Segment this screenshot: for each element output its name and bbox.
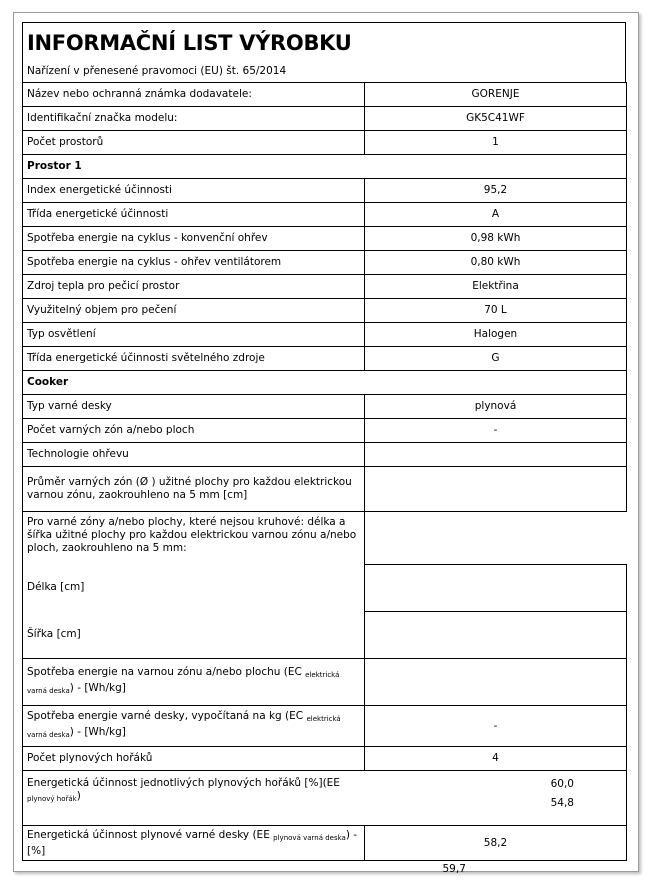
- title-box: [22, 22, 626, 61]
- row-value: plynová: [365, 395, 627, 419]
- row-value: 0,98 kWh: [365, 227, 627, 251]
- row-value: GK5C41WF: [365, 107, 627, 131]
- row-label: Počet varných zón a/nebo ploch: [23, 419, 365, 443]
- label-main: Energetická účinnost plynové varné desky (EE: [27, 828, 270, 841]
- row-label: Index energetické účinnosti: [23, 179, 365, 203]
- label-subscript: elektrická varná deska: [27, 715, 341, 739]
- row-label: Zdroj tepla pro pečicí prostor: [23, 275, 365, 299]
- row-value: 4: [365, 747, 627, 771]
- section-row: [23, 155, 627, 179]
- row-label: Spotřeba energie na cyklus - konvenční ohřev: [23, 227, 365, 251]
- table-row: [23, 107, 627, 131]
- table-row: [23, 706, 627, 747]
- table-row: [23, 826, 627, 861]
- table-row: [23, 83, 627, 107]
- row-value: A: [365, 203, 627, 227]
- row-value: Elektřina: [365, 275, 627, 299]
- burner-efficiency-3: 54,8: [550, 797, 574, 809]
- row-label: Identifikační značka modelu:: [23, 107, 365, 131]
- table-row: [23, 564, 627, 611]
- table-row: [23, 227, 627, 251]
- row-label: Třída energetické účinnosti světelného zdroje: [23, 347, 365, 371]
- section-heading: Cooker: [23, 371, 627, 395]
- table-row: [23, 275, 627, 299]
- table-row: [23, 512, 627, 565]
- row-spacer: [365, 512, 627, 565]
- row-label: Název nebo ochranná známka dodavatele:: [23, 83, 365, 107]
- label-subscript: plynový hořák: [27, 795, 77, 803]
- table-row: [23, 131, 627, 155]
- label-main: Spotřeba energie na varnou zónu a/nebo plochu (EC: [27, 666, 302, 678]
- row-label: Průměr varných zón (Ø ) užitné plochy pro každou elektrickou varnou zónu, zaokrouhleno na 5 mm [cm]: [23, 467, 365, 512]
- table-row: [23, 467, 627, 512]
- row-value: 70 L: [365, 299, 627, 323]
- label-tail: ) - [%]: [27, 828, 358, 857]
- row-value: [365, 564, 627, 611]
- row-label: Počet prostorů: [23, 131, 365, 155]
- label-tail: ) - [Wh/kg]: [69, 682, 126, 694]
- row-value: [365, 467, 627, 512]
- row-value: -: [365, 706, 627, 747]
- row-label: Třída energetické účinnosti: [23, 203, 365, 227]
- row-value: 0,80 kWh: [365, 251, 627, 275]
- row-value: G: [365, 347, 627, 371]
- row-label: [23, 706, 365, 747]
- label-subscript: elektrická varná deska: [27, 671, 340, 695]
- regulation-box: [22, 60, 626, 82]
- row-label: [23, 826, 365, 861]
- label-tail: ): [76, 790, 81, 802]
- row-label: Využitelný objem pro pečení: [23, 299, 365, 323]
- row-value: GORENJE: [365, 83, 627, 107]
- regulation-text: Nařízení v přenesené pravomoci (EU) št. 65/2014: [27, 65, 287, 77]
- row-label: Technologie ohřevu: [23, 443, 365, 467]
- row-value: [365, 611, 627, 659]
- label-subscript: plynová varná deska: [273, 833, 346, 842]
- table-row: [23, 323, 627, 347]
- row-value: [365, 659, 627, 706]
- table-row: [23, 443, 627, 467]
- table-row: [23, 659, 627, 706]
- table-row: [23, 347, 627, 371]
- row-value: [365, 443, 627, 467]
- row-value: Halogen: [365, 323, 627, 347]
- table-row: [23, 419, 627, 443]
- row-label: [23, 659, 365, 706]
- row-label: Typ varné desky: [23, 395, 365, 419]
- burner-efficiency-1: 59,7: [442, 862, 466, 875]
- row-value: 1: [365, 131, 627, 155]
- row-label: Délka [cm]: [23, 564, 365, 611]
- row-label: Pro varné zóny a/nebo plochy, které nejsou kruhové: délka a šířka užitné plochy pro každou elektrickou varnou zónu a/nebo ploch, zaokrouhleno na 5 mm:: [23, 512, 365, 565]
- burner-efficiency-2: 60,0: [550, 778, 574, 790]
- table-row: [23, 203, 627, 227]
- row-label: Spotřeba energie na cyklus - ohřev ventilátorem: [23, 251, 365, 275]
- table-row: [23, 747, 627, 771]
- label-main: Spotřeba energie varné desky, vypočítaná na kg (EC: [27, 710, 304, 722]
- table-row: [23, 395, 627, 419]
- row-label: Počet plynových hořáků: [23, 747, 365, 771]
- table-row: [23, 179, 627, 203]
- table-row: [23, 251, 627, 275]
- section-heading: Prostor 1: [23, 155, 627, 179]
- row-value: 95,2: [365, 179, 627, 203]
- label-main: Energetická účinnost jednotlivých plynových hořáků [%](EE: [27, 777, 340, 789]
- row-value: -: [365, 419, 627, 443]
- table-row: [23, 299, 627, 323]
- row-label: Šířka [cm]: [23, 611, 365, 659]
- table-row: [23, 611, 627, 659]
- row-label: Typ osvětlení: [23, 323, 365, 347]
- label-tail: ) - [Wh/kg]: [69, 726, 126, 738]
- section-row: [23, 371, 627, 395]
- row-value: [365, 771, 627, 826]
- row-value: 58,2: [365, 826, 627, 861]
- table-row: [23, 771, 627, 826]
- document-title: INFORMAČNÍ LIST VÝROBKU: [27, 31, 352, 55]
- product-info-table: [22, 82, 627, 875]
